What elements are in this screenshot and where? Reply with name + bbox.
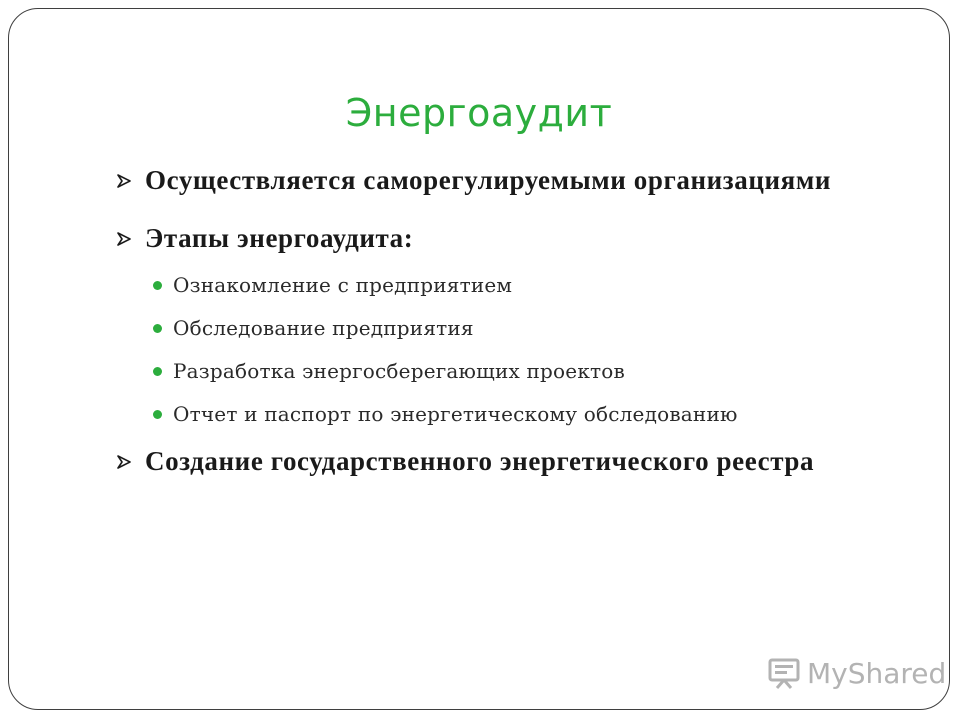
green-dot-icon [153,324,162,333]
arrowhead-icon [117,232,131,246]
sub-bullet-text: Разработка энергосберегающих проектов [173,359,625,383]
arrowhead-icon [117,455,131,469]
sub-bullet-text: Отчет и паспорт по энергетическому обследованию [173,402,738,426]
bullet-item [117,442,917,480]
green-dot-icon [153,367,162,376]
bullet-item [117,161,917,199]
slide-content [117,161,917,480]
watermark-text: MyShared [807,656,947,690]
bullet-text: Создание государственного энергетического реестра [145,446,815,476]
arrowhead-icon [117,174,131,188]
green-dot-icon [153,410,162,419]
bullet-item [117,219,917,257]
sub-bullet-text: Обследование предприятия [173,316,474,340]
sub-bullet-item [153,353,917,389]
bullet-text: Осуществляется саморегулируемыми организациями [145,165,832,195]
slide-title: Энергоаудит [345,91,613,135]
slide-frame [8,8,950,710]
bullet-text: Этапы энергоаудита: [145,223,414,253]
sub-bullet-item [153,310,917,346]
watermark-logo [767,656,946,690]
presentation-board-icon [767,656,801,690]
sub-bullet-text: Ознакомление с предприятием [173,273,513,297]
sub-bullet-item [153,396,917,432]
sub-bullet-item [153,267,917,303]
sub-bullet-list [117,267,917,432]
green-dot-icon [153,281,162,290]
